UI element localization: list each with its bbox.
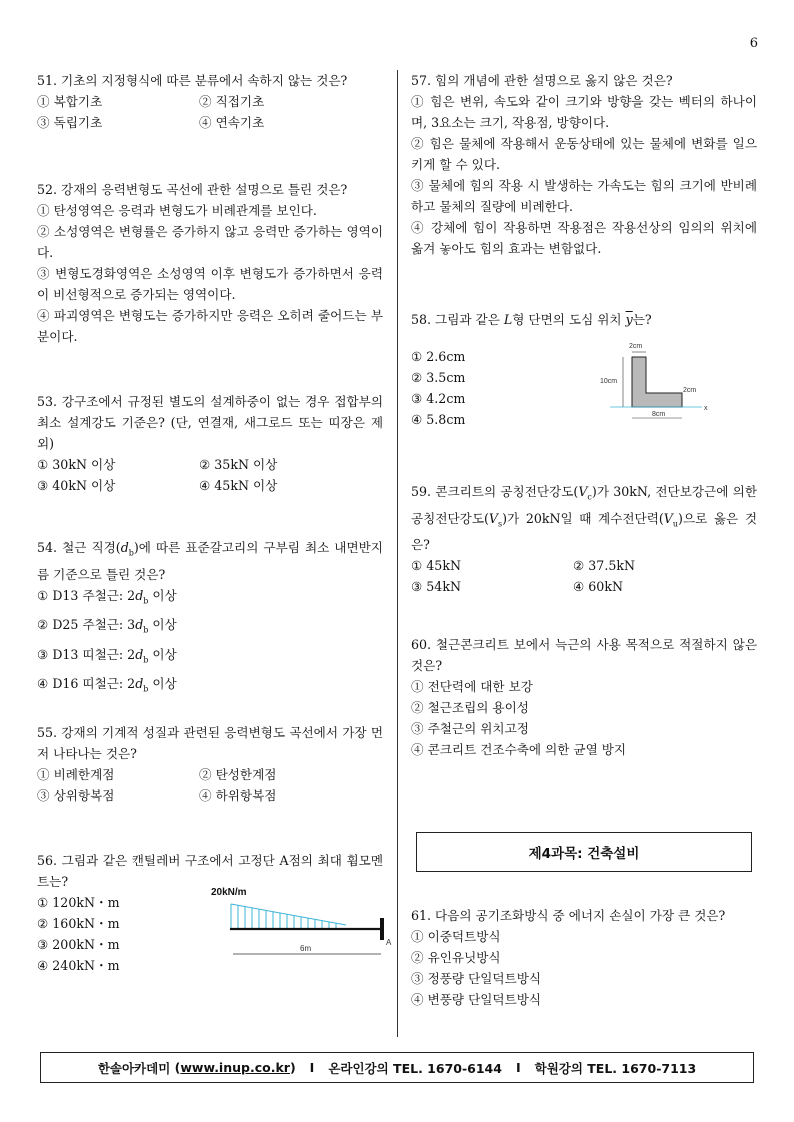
question-stem: 52. 강재의 응력변형도 곡선에 관한 설명으로 틀린 것은? xyxy=(37,182,348,197)
question-stem: 53. 강구조에서 규정된 별도의 설계하중이 없는 경우 접합부의 최소 설계강도 기준은? (단, 연결재, 새그로드 또는 띠장은 제외) xyxy=(37,394,383,451)
question-60 xyxy=(411,634,757,760)
bottom-width-label: 8cm xyxy=(652,411,666,418)
option-2[interactable] xyxy=(411,133,757,175)
option-1[interactable] xyxy=(37,585,383,612)
stem-part: 형 단면의 도심 위치 xyxy=(512,312,626,327)
option-3[interactable]: ③ 4.2cm xyxy=(411,391,466,406)
question-stem: 56. 그림과 같은 캔틸레버 구조에서 고정단 A점의 최대 휨모멘트는? xyxy=(37,853,383,889)
math-subscript: s xyxy=(498,519,503,529)
math-subscript: c xyxy=(587,492,592,502)
option-4[interactable]: ④ 콘크리트 건조수축에 의한 균열 방지 xyxy=(411,742,627,757)
math-subscript: b xyxy=(128,548,134,558)
option-row xyxy=(37,475,383,496)
question-55 xyxy=(37,722,383,806)
option-4[interactable]: ④ 240kN・m xyxy=(37,958,120,973)
question-stem: 57. 힘의 개념에 관한 설명으로 옳지 않은 것은? xyxy=(411,73,673,88)
option-2[interactable] xyxy=(37,614,383,641)
column-divider xyxy=(397,70,398,1037)
option-row xyxy=(411,576,757,597)
option-text: D25 주철근: 3 xyxy=(52,617,136,633)
option-text: ③ 물체에 힘의 작용 시 발생하는 가속도는 힘의 크기에 반비례하고 물체의 질량에 비례한다. xyxy=(411,178,757,214)
option-2[interactable]: ② 직접기초 xyxy=(199,94,265,109)
option-4[interactable] xyxy=(37,305,383,347)
height-label: 10cm xyxy=(600,378,618,385)
question-stem: 61. 다음의 공기조화방식 중 에너지 손실이 가장 큰 것은? xyxy=(411,908,726,923)
stem-part: 는? xyxy=(632,312,652,327)
top-width-label: 2cm xyxy=(629,343,643,350)
option-2[interactable]: ② 3.5cm xyxy=(411,370,466,385)
math-symbol: d xyxy=(120,540,129,555)
option-1[interactable] xyxy=(411,91,757,133)
option-tail: 이상 xyxy=(148,646,177,662)
option-mark: ③ xyxy=(37,646,49,662)
question-stem: 51. 기초의 지정형식에 따른 분류에서 속하지 않는 것은? xyxy=(37,73,348,88)
support-label: A xyxy=(386,938,392,947)
option-2[interactable]: ② 160kN・m xyxy=(37,916,120,931)
option-1[interactable]: ① 전단력에 대한 보강 xyxy=(411,679,533,694)
math-subscript: b xyxy=(143,596,149,606)
option-1[interactable]: ① 이중덕트방식 xyxy=(411,929,501,944)
option-3[interactable]: ③ 상위항복점 xyxy=(37,788,115,803)
option-row xyxy=(411,555,757,576)
offline-tel: 학원강의 TEL. 1670-7113 xyxy=(534,1060,697,1076)
option-4[interactable]: ④ 5.8cm xyxy=(411,412,466,427)
math-symbol: V xyxy=(578,484,588,499)
option-4[interactable]: ④ 연속기초 xyxy=(199,115,265,130)
span-label: 6m xyxy=(300,944,312,953)
math-subscript: u xyxy=(672,519,679,529)
question-stem xyxy=(37,537,383,585)
option-row xyxy=(37,764,383,785)
question-54 xyxy=(37,537,383,700)
question-stem: 55. 강재의 기계적 성질과 관련된 응력변형도 곡선에서 가장 먼저 나타나는 것은? xyxy=(37,725,383,761)
footer-separator: I xyxy=(515,1060,521,1075)
page-number: 6 xyxy=(749,36,758,51)
option-2[interactable]: ② 탄성한계점 xyxy=(199,767,277,782)
option-4[interactable]: ④ 45kN 이상 xyxy=(199,478,278,493)
math-symbol: d xyxy=(135,646,144,662)
option-tail: 이상 xyxy=(148,617,177,633)
option-2[interactable]: ② 37.5kN xyxy=(573,558,635,574)
option-3[interactable]: ③ 54kN xyxy=(411,579,461,595)
option-row xyxy=(37,454,383,475)
option-1[interactable]: ① 비례한계점 xyxy=(37,767,115,782)
option-text: D13 주철근: 2 xyxy=(52,587,136,603)
l-section-shape xyxy=(632,357,682,407)
stem-part: 59. 콘크리트의 공칭전단강도( xyxy=(411,484,579,499)
option-text: ④ 파괴영역은 변형도는 증가하지만 응력은 오히려 줄어드는 부분이다. xyxy=(37,308,383,344)
stem-part: )에 따른 표준갈고리의 구부림 최소 내면반지름 기준으로 틀린 것은? xyxy=(37,540,383,582)
footer-bar: 한솔아카데미 ( www.inup.co.kr ) I 온라인강의 TEL. 1670-6144 I 학원강의 TEL. 1670-7113 xyxy=(40,1052,754,1083)
option-text: D16 띠철근: 2 xyxy=(52,676,136,692)
option-3[interactable]: ③ 40kN 이상 xyxy=(37,478,116,493)
question-52 xyxy=(37,179,383,347)
stem-part: )가 30kN, 전단보강근에 의한 공칭전단강도( xyxy=(411,484,757,526)
option-1[interactable]: ① 복합기초 xyxy=(37,94,103,109)
option-3[interactable] xyxy=(37,263,383,305)
question-57 xyxy=(411,70,757,259)
question-stem xyxy=(411,309,757,330)
option-text: ③ 변형도경화영역은 소성영역 이후 변형도가 증가하면서 응력이 비선형적으로 증가되는 영역이다. xyxy=(37,266,383,302)
option-3[interactable] xyxy=(411,175,757,217)
option-4[interactable]: ④ 60kN xyxy=(573,579,623,595)
question-stem: 60. 철근콘크리트 보에서 늑근의 사용 목적으로 적절하지 않은 것은? xyxy=(411,637,757,673)
option-4[interactable]: ④ 변풍량 단일덕트방식 xyxy=(411,992,542,1007)
option-tail: 이상 xyxy=(148,676,177,692)
online-tel: 온라인강의 TEL. 1670-6144 xyxy=(328,1060,502,1076)
fixed-support xyxy=(380,918,384,940)
footer-separator: I xyxy=(309,1060,315,1075)
math-symbol: V xyxy=(488,510,499,526)
math-subscript: b xyxy=(143,684,149,694)
stem-part: 58. 그림과 같은 xyxy=(411,312,504,327)
question-59 xyxy=(411,481,757,597)
option-mark: ① xyxy=(37,587,49,603)
stem-part: )가 20kN일 때 계수전단력( xyxy=(502,510,664,526)
l-section-figure xyxy=(594,340,714,432)
option-row xyxy=(37,112,383,133)
question-53 xyxy=(37,391,383,496)
subject-header: 제4과목: 건축설비 xyxy=(416,832,752,872)
option-3[interactable] xyxy=(37,644,383,671)
question-51 xyxy=(37,70,383,133)
question-61 xyxy=(411,905,757,1010)
option-1[interactable]: ① 45kN xyxy=(411,558,461,574)
option-text: ② 힘은 물체에 작용해서 운동상태에 있는 물체에 변화를 일으키게 할 수 있다. xyxy=(411,136,757,172)
option-2[interactable]: ② 35kN 이상 xyxy=(199,457,278,472)
load-slope-line xyxy=(231,904,346,925)
option-mark: ② xyxy=(37,617,49,633)
option-1[interactable]: ① 120kN・m xyxy=(37,895,120,910)
option-4[interactable]: ④ 하위항복점 xyxy=(199,788,277,803)
academy-name: 한솔아카데미 xyxy=(97,1060,171,1076)
option-tail: 이상 xyxy=(148,587,177,603)
stem-part: 54. 철근 직경( xyxy=(37,540,121,555)
math-symbol: L xyxy=(503,312,513,327)
option-2[interactable]: ② 유인유닛방식 xyxy=(411,950,501,965)
option-3[interactable]: ③ 정풍량 단일덕트방식 xyxy=(411,971,542,986)
math-symbol: d xyxy=(135,676,144,692)
math-symbol: d xyxy=(135,587,144,603)
option-4[interactable] xyxy=(37,673,383,700)
question-stem xyxy=(411,481,757,555)
math-symbol: V xyxy=(663,510,673,526)
option-row xyxy=(37,91,383,112)
option-3[interactable]: ③ 독립기초 xyxy=(37,115,103,130)
option-1[interactable]: ① 30kN 이상 xyxy=(37,457,116,472)
option-row xyxy=(37,785,383,806)
option-mark: ④ xyxy=(37,676,49,692)
option-3[interactable]: ③ 주철근의 위치고정 xyxy=(411,721,529,736)
option-text: ② 소성영역은 변형률은 증가하지 않고 응력만 증가하는 영역이다. xyxy=(37,224,383,260)
option-text: ④ 강체에 힘이 작용하면 작용점은 작용선상의 임의의 위치에 옮겨 놓아도 힘의 효과는 변함없다. xyxy=(411,220,757,256)
option-1[interactable] xyxy=(37,200,383,221)
option-3[interactable]: ③ 200kN・m xyxy=(37,937,120,952)
option-2[interactable] xyxy=(37,221,383,263)
option-text: ① 힘은 변위, 속도와 같이 크기와 방향을 갖는 벡터의 하나이며, 3요소는 크기, 작용점, 방향이다. xyxy=(411,94,757,130)
website-link[interactable]: www.inup.co.kr xyxy=(180,1060,290,1075)
math-symbol: $\overline{y}$ xyxy=(625,312,633,327)
math-symbol: d xyxy=(135,617,144,633)
option-1[interactable]: ① 2.6cm xyxy=(411,349,466,364)
math-subscript: b xyxy=(143,655,149,665)
option-4[interactable] xyxy=(411,217,757,259)
flange-label: 2cm xyxy=(683,387,697,394)
math-subscript: b xyxy=(143,625,149,635)
stem-part: )으로 옳은 것은? xyxy=(411,510,757,553)
option-text: D13 띠철근: 2 xyxy=(52,646,136,662)
cantilever-figure xyxy=(205,884,392,964)
load-label: 20kN/m xyxy=(211,887,247,898)
x-axis-label: x xyxy=(704,405,708,412)
option-text: ① 탄성영역은 응력과 변형도가 비례관계를 보인다. xyxy=(37,203,317,218)
option-2[interactable]: ② 철근조립의 용이성 xyxy=(411,700,529,715)
